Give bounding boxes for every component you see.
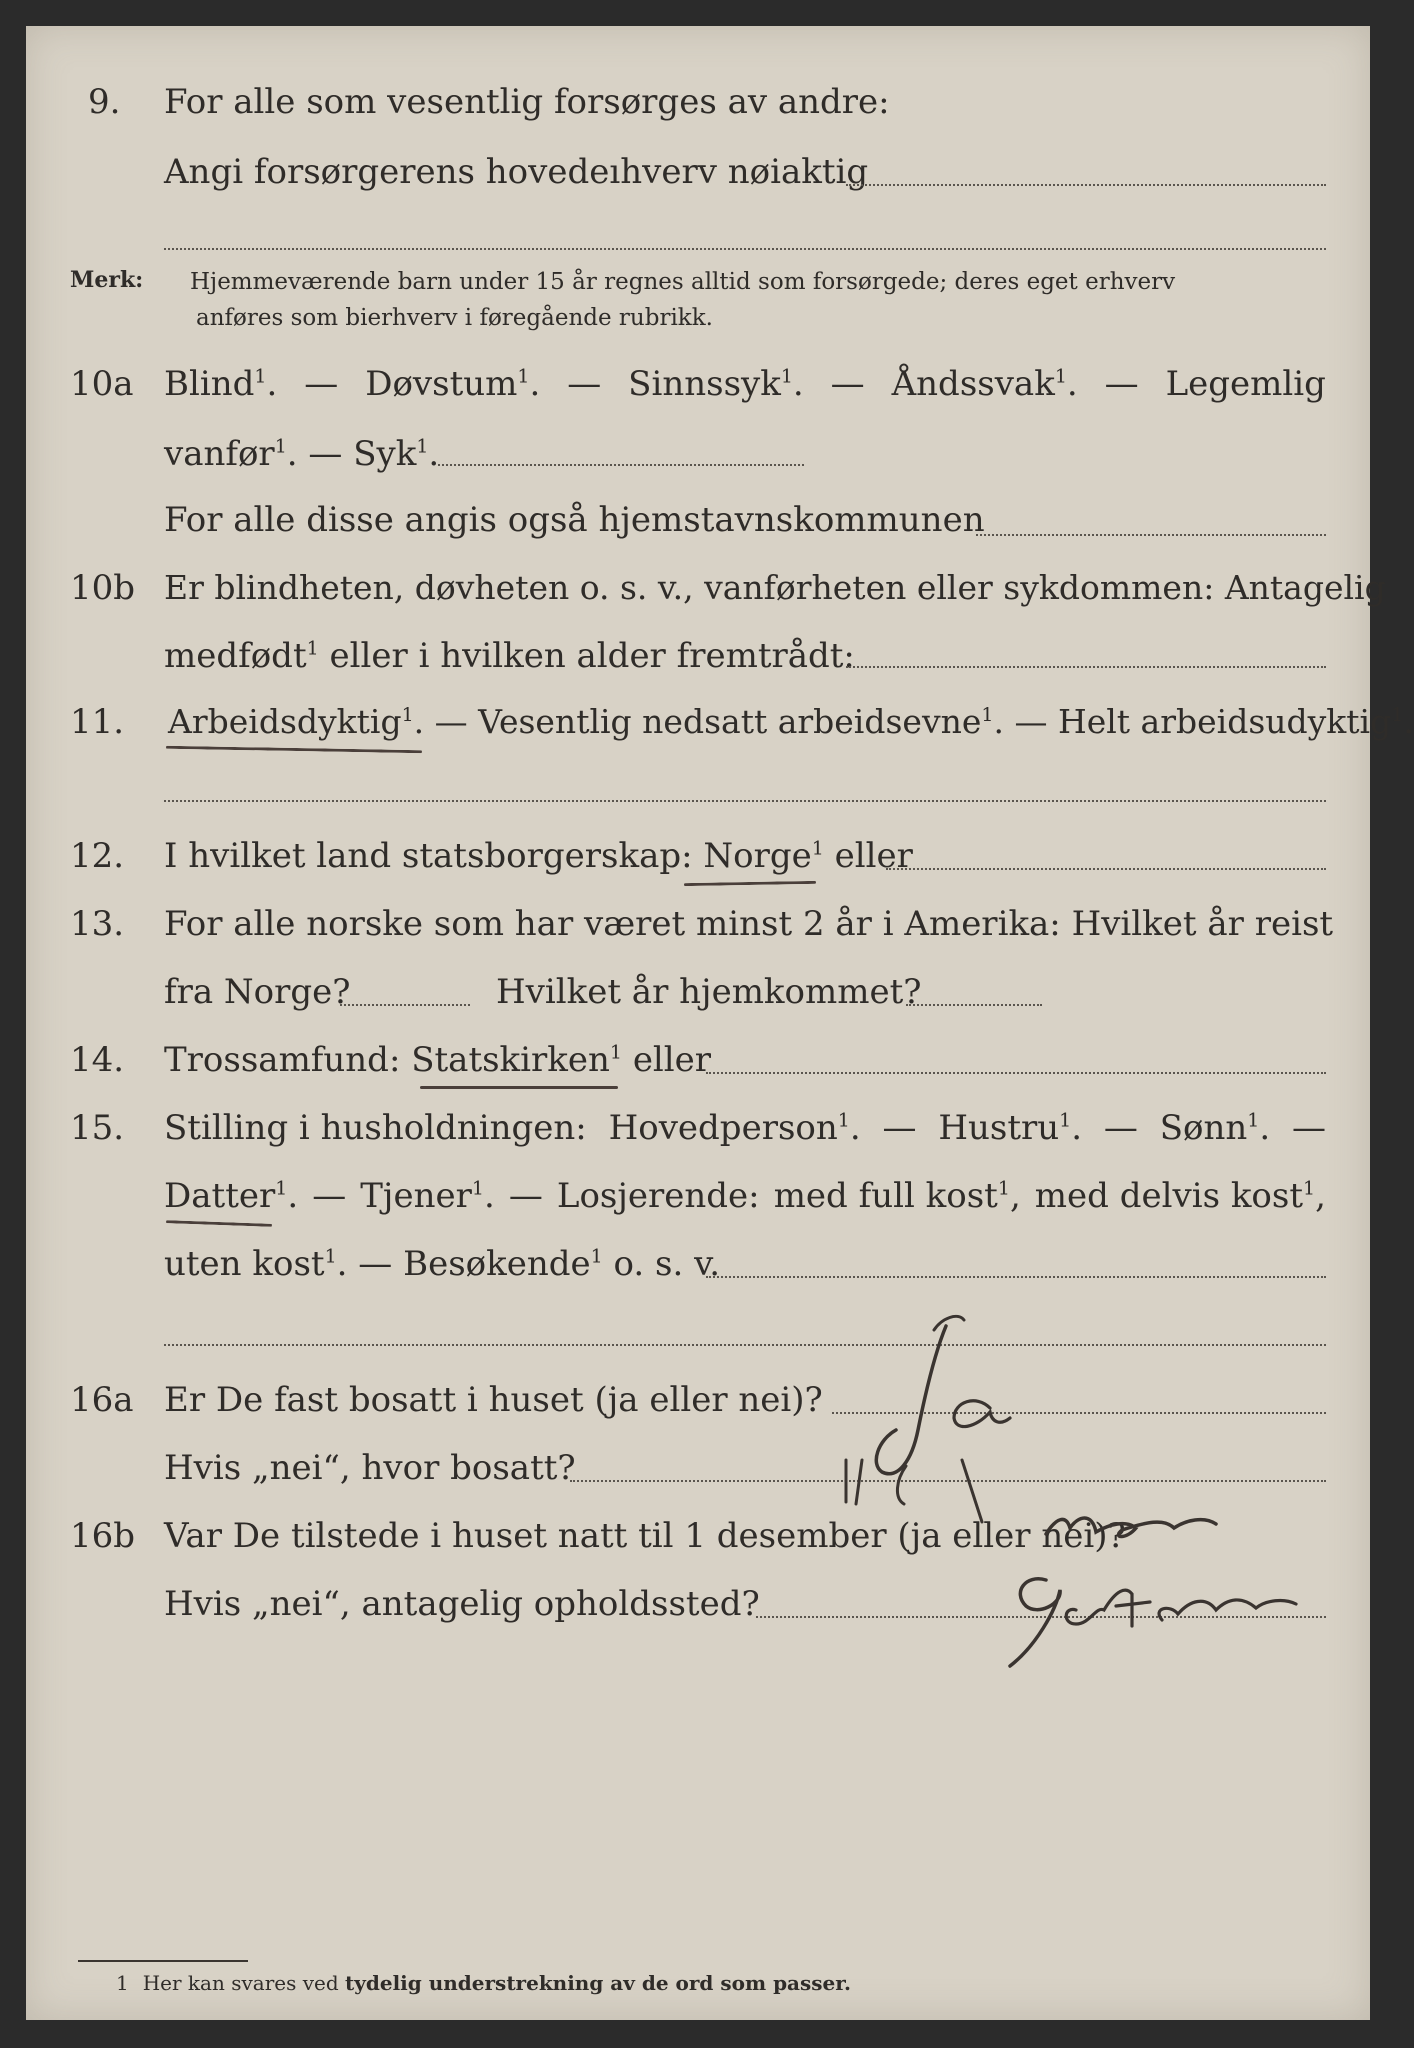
q10a-line3: For alle disse angis også hjemstavnskommunen (164, 500, 985, 540)
q9-extra-line (164, 248, 1326, 250)
underline-arbeidsdyktig (166, 746, 422, 753)
q13-year-return-line (906, 1004, 1042, 1006)
q14-number: 14. (70, 1040, 125, 1080)
q16a-line1: Er De fast bosatt i huset (ja eller nei)? (164, 1380, 823, 1420)
q10b-number: 10b (70, 568, 136, 608)
dash: — (830, 364, 865, 404)
q11-extra-line (164, 800, 1326, 802)
q15-line2: Datter$^1$. — Tjener$^1$. — Losjerende: med full kost$^1$, med delvis kost$^1$, (164, 1176, 1326, 1216)
q16b-line2: Hvis „nei“, antagelig opholdssted? (164, 1584, 760, 1624)
q16b-line1: Var De tilstede i huset natt til 1 desember (ja eller nei)? (164, 1516, 1126, 1556)
q9-line2: Angi forsørgerens hovedeıhverv nøiaktig (164, 152, 869, 192)
opt-vanfor: vanfør (164, 434, 275, 474)
q9-line1: For alle som vesentlig forsørges av andre: (164, 82, 890, 122)
q13-number: 13. (70, 904, 125, 944)
q10b-answer-line (846, 666, 1326, 668)
q10a-line1 (164, 364, 1326, 404)
q12-line: I hvilket land statsborgerskap: Norge$^1$ eller (164, 836, 913, 876)
q15-extra-line (164, 1344, 1326, 1346)
opt-legemlig: Legemlig (1165, 364, 1326, 404)
q10a-answer-line (438, 464, 804, 466)
dash: — (304, 364, 339, 404)
opt-datter: Datter (164, 1176, 276, 1216)
opt-norge: Norge (703, 836, 812, 876)
q14-line: Trossamfund: Statskirken$^1$ eller (164, 1040, 712, 1080)
merk-line1: Hjemmeværende barn under 15 år regnes alltid som forsørgede; deres eget erhverv (190, 269, 1176, 295)
merk-label: Merk: (70, 267, 144, 293)
q9-number: 9. (88, 82, 121, 122)
census-form-page (26, 26, 1414, 2020)
q9-answer-line (846, 184, 1326, 186)
q15-answer-line (706, 1276, 1326, 1278)
underline-statskirken (420, 1086, 618, 1089)
footnote: 1 Her kan svares ved tydelig understrekning av de ord som passer. (116, 1971, 851, 1995)
q16b-number: 16b (70, 1516, 136, 1556)
q10a-number: 10a (70, 364, 134, 404)
opt-statskirken: Statskirken (411, 1040, 610, 1080)
opt-arbeidsdyktig: Arbeidsdyktig (168, 702, 402, 741)
q11-line: Arbeidsdyktig$^1$. — Vesentlig nedsatt arbeidsevne$^1$. — Helt arbeidsudyktig$^1$. (168, 702, 1414, 741)
q12-answer-line (886, 868, 1326, 870)
q16a-number: 16a (70, 1380, 134, 1420)
opt-syk: Syk (353, 434, 417, 474)
q13-line2b: Hvilket år hjemkommet? (496, 972, 922, 1012)
q16a-line2: Hvis „nei“, hvor bosatt? (164, 1448, 576, 1488)
q15-line1: Stilling i husholdningen: Hovedperson$^1$. — Hustru$^1$. — Sønn$^1$. — (164, 1108, 1326, 1148)
q10b-line2: medfødt$^1$ eller i hvilken alder fremtrådt: (164, 636, 855, 676)
dash: — (308, 434, 343, 474)
underline-norge (684, 881, 816, 886)
footnote-rule (78, 1960, 248, 1962)
opt-andssvak: Åndssvak$^1$. (891, 364, 1078, 404)
opt-blind: Blind$^1$. (164, 364, 278, 404)
q13-year-left-line (340, 1004, 470, 1006)
q15-line3: uten kost$^1$. — Besøkende$^1$ o. s. v. (164, 1244, 721, 1284)
dash: — (1104, 364, 1139, 404)
q14-answer-line (706, 1072, 1326, 1074)
dash: — (567, 364, 602, 404)
handwritten-osten-answer (966, 1550, 1326, 1680)
q10a-line2: vanfør$^1$. — Syk$^1$. (164, 434, 440, 474)
opt-sinnssyk: Sinnssyk$^1$. (628, 364, 804, 404)
opt-dovstum: Døvstum$^1$. (365, 364, 541, 404)
q10a-hjemstavn-line (976, 534, 1326, 536)
q13-line2a: fra Norge? (164, 972, 351, 1012)
merk-line2: anføres som bierhverv i føregående rubrikk. (196, 305, 713, 331)
q13-line1: For alle norske som har været minst 2 år i Amerika: Hvilket år reist (164, 904, 1334, 944)
q10b-line1: Er blindheten, døvheten o. s. v., vanførheten eller sykdommen: Antagelig (164, 568, 1386, 607)
underline-datter (166, 1220, 272, 1227)
q15-number: 15. (70, 1108, 125, 1148)
q11-number: 11. (70, 702, 125, 742)
q12-number: 12. (70, 836, 125, 876)
